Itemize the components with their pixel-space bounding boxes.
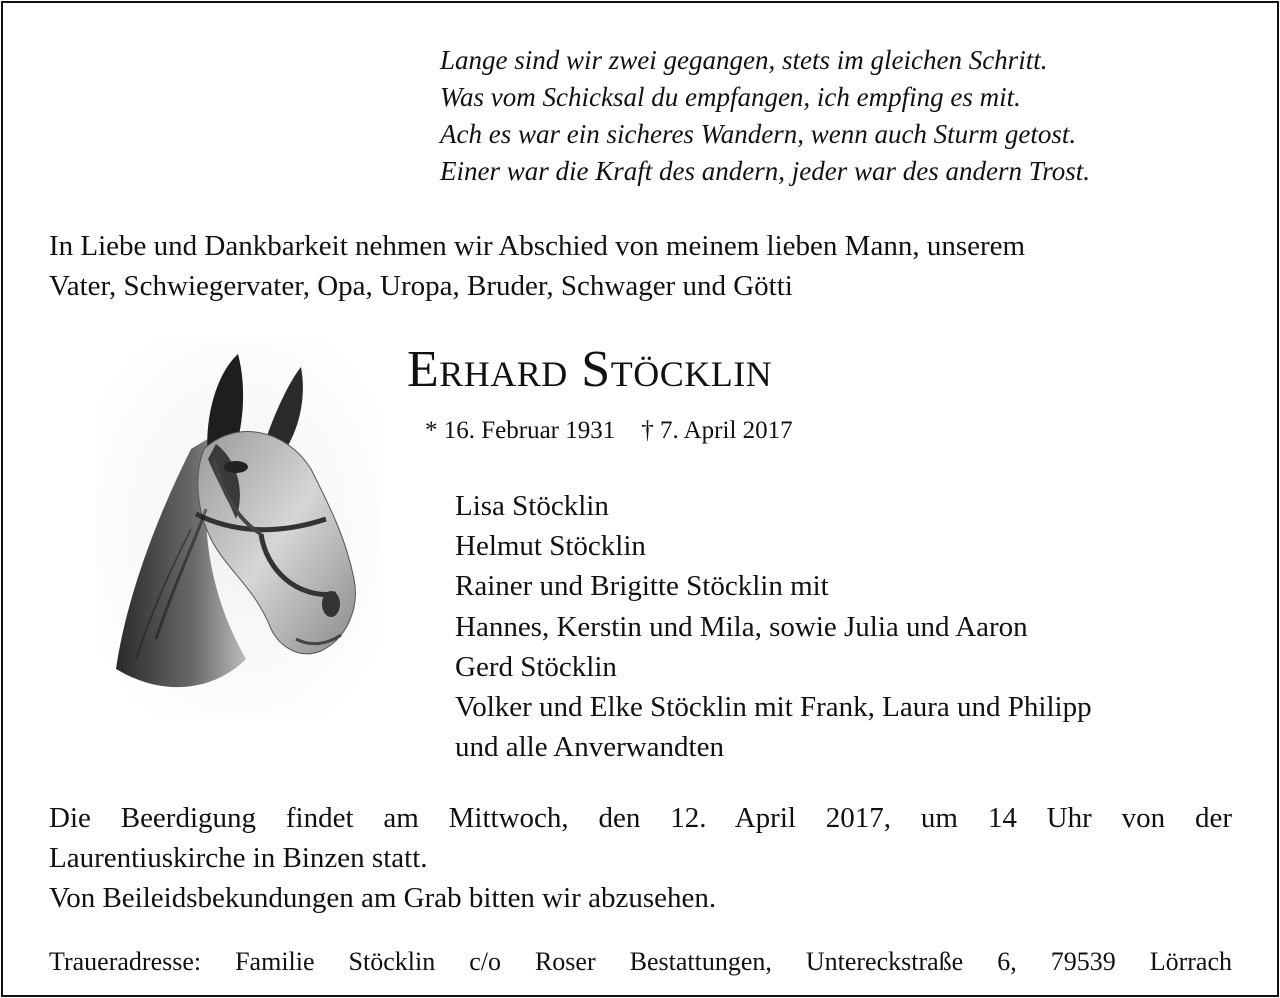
mourner-line: Rainer und Brigitte Stöcklin mit [455,570,829,603]
mourner-line: Hannes, Kerstin und Mila, sowie Julia und Aaron [455,610,1028,643]
deceased-name: Erhard Stöcklin [407,341,773,398]
intro-text [49,226,1239,306]
mourning-address: Traueradresse: Familie Stöcklin c/o Roser Bestattungen, Untereckstraße 6, 79539 Lörrach [49,947,1232,976]
mourner-line: Gerd Stöcklin [455,650,617,683]
intro-line: Vater, Schwiegervater, Opa, Uropa, Bruder, Schwager und Götti [49,270,793,302]
poem [440,42,1090,190]
mourners-list [455,486,1092,767]
mourner-line: Helmut Stöcklin [455,530,646,563]
poem-line: Was vom Schicksal du empfangen, ich empfing es mit. [440,82,1021,112]
life-dates [425,414,793,448]
funeral-line: Von Beileidsbekundungen am Grab bitten wir abzusehen. [49,882,717,914]
funeral-line: Die Beerdigung findet am Mittwoch, den 12. April 2017, um 14 Uhr von der [49,802,1232,834]
birth-date: * 16. Februar 1931 [425,417,616,444]
poem-line: Lange sind wir zwei gegangen, stets im gleichen Schritt. [440,45,1048,75]
mourner-line: Volker und Elke Stöcklin mit Frank, Laura und Philipp [455,691,1092,724]
funeral-line: Laurentiuskirche in Binzen statt. [49,842,428,874]
intro-line: In Liebe und Dankbarkeit nehmen wir Abschied von meinem lieben Mann, unserem [49,230,1026,262]
poem-line: Ach es war ein sicheres Wandern, wenn auch Sturm getost. [440,119,1077,149]
mourner-line: Lisa Stöcklin [455,490,609,522]
mourner-line: und alle Anverwandten [455,731,724,764]
horse-head-drawing-icon [96,339,380,717]
death-date: † 7. April 2017 [641,417,793,444]
funeral-notice [49,798,1232,918]
poem-line: Einer war die Kraft des andern, jeder war des andern Trost. [440,156,1091,186]
